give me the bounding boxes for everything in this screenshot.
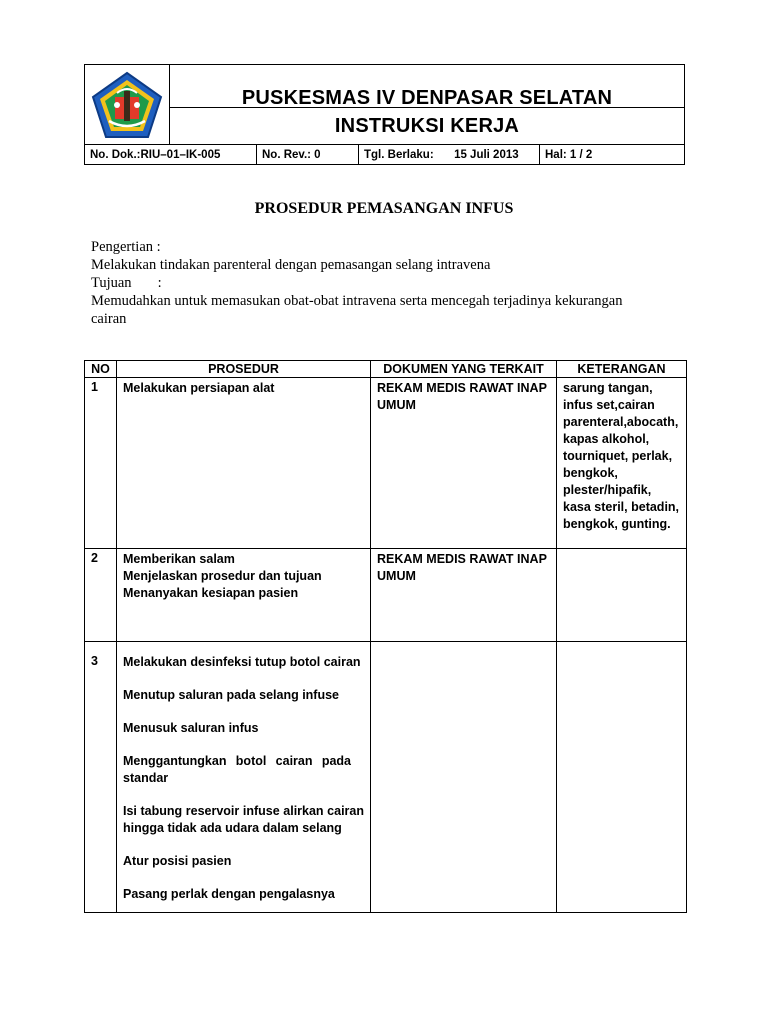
keterangan-cell xyxy=(557,642,687,913)
keterangan-line: infus set,cairan xyxy=(563,398,655,412)
table-header-row xyxy=(85,361,687,378)
prosedur-step: Isi tabung reservoir infuse alirkan cairan hingga tidak ada udara dalam selang xyxy=(123,804,364,835)
keterangan-line: kasa steril, betadin, xyxy=(563,500,680,514)
puskesmas-logo-icon xyxy=(91,71,163,139)
valid-date-label: Tgl. Berlaku: xyxy=(364,149,434,161)
header-keterangan: KETERANGAN xyxy=(557,361,687,378)
dokumen-line: REKAM MEDIS RAWAT INAP xyxy=(377,381,547,395)
dokumen-cell xyxy=(371,378,557,549)
org-name: PUSKESMAS IV DENPASAR SELATAN xyxy=(241,87,613,109)
row-number: 3 xyxy=(85,642,117,913)
prosedur-line: Melakukan persiapan alat xyxy=(123,381,275,395)
keterangan-line: sarung tangan, xyxy=(563,381,653,395)
dokumen-cell xyxy=(371,642,557,913)
prosedur-line: Menanyakan kesiapan pasien xyxy=(123,586,299,600)
keterangan-cell xyxy=(557,378,687,549)
dokumen-cell xyxy=(371,549,557,642)
title-cell xyxy=(170,65,684,144)
pengertian-text: Melakukan tindakan parenteral dengan pemasangan selang intravena xyxy=(91,257,491,273)
title-divider xyxy=(170,107,684,108)
document-title: PROSEDUR PEMASANGAN INFUS xyxy=(254,200,514,217)
document-header xyxy=(84,64,685,165)
prosedur-cell xyxy=(117,642,371,913)
valid-date-cell xyxy=(358,145,539,165)
table-row xyxy=(85,642,687,913)
prosedur-step: Menusuk saluran infus xyxy=(123,721,259,735)
header-prosedur: PROSEDUR xyxy=(117,361,371,378)
keterangan-line: plester/hipafik, xyxy=(563,483,652,497)
row-number: 1 xyxy=(85,378,117,549)
keterangan-line: tourniquet, perlak, xyxy=(563,449,673,463)
table-row xyxy=(85,549,687,642)
dokumen-line: UMUM xyxy=(377,569,416,583)
tujuan-colon: : xyxy=(157,275,162,291)
keterangan-line: bengkok, xyxy=(563,466,618,480)
tujuan-text-line1: Memudahkan untuk memasukan obat-obat intravena serta mencegah terjadinya kekurangan xyxy=(91,293,623,309)
doc-number: No. Dok.:RIU–01–IK-005 xyxy=(90,149,221,161)
page-number: Hal: 1 / 2 xyxy=(539,145,684,165)
prosedur-step: Pasang perlak dengan pengalasnya xyxy=(123,887,335,901)
prosedur-cell xyxy=(117,549,371,642)
prosedur-step: Menutup saluran pada selang infuse xyxy=(123,688,340,702)
doc-type: INSTRUKSI KERJA xyxy=(334,115,520,137)
keterangan-line: kapas alkohol, xyxy=(563,432,650,446)
prosedur-step: Menggantungkan botol cairan pada standar xyxy=(123,754,351,785)
tujuan-text-line2: cairan xyxy=(91,311,127,327)
keterangan-line: bengkok, gunting. xyxy=(563,517,671,531)
procedure-table xyxy=(84,360,687,913)
dokumen-line: UMUM xyxy=(377,398,416,412)
tujuan-label: Tujuan xyxy=(91,275,132,291)
prosedur-cell xyxy=(117,378,371,549)
prosedur-step: Melakukan desinfeksi tutup botol cairan xyxy=(123,655,361,669)
prosedur-line: Memberikan salam xyxy=(123,552,235,566)
logo-cell xyxy=(85,65,170,144)
revision-number: No. Rev.: 0 xyxy=(256,145,358,165)
pengertian-label: Pengertian : xyxy=(91,239,161,255)
keterangan-cell xyxy=(557,549,687,642)
valid-date: 15 Juli 2013 xyxy=(454,149,519,161)
intro-section xyxy=(91,238,691,328)
tujuan-row xyxy=(91,274,691,292)
table-row xyxy=(85,378,687,549)
prosedur-line: Menjelaskan prosedur dan tujuan xyxy=(123,569,322,583)
keterangan-line: parenteral,abocath, xyxy=(563,415,679,429)
dokumen-line: REKAM MEDIS RAWAT INAP xyxy=(377,552,547,566)
meta-row xyxy=(85,144,684,165)
row-number: 2 xyxy=(85,549,117,642)
prosedur-step: Atur posisi pasien xyxy=(123,854,232,868)
header-no: NO xyxy=(85,361,117,378)
header-dokumen: DOKUMEN YANG TERKAIT xyxy=(371,361,557,378)
